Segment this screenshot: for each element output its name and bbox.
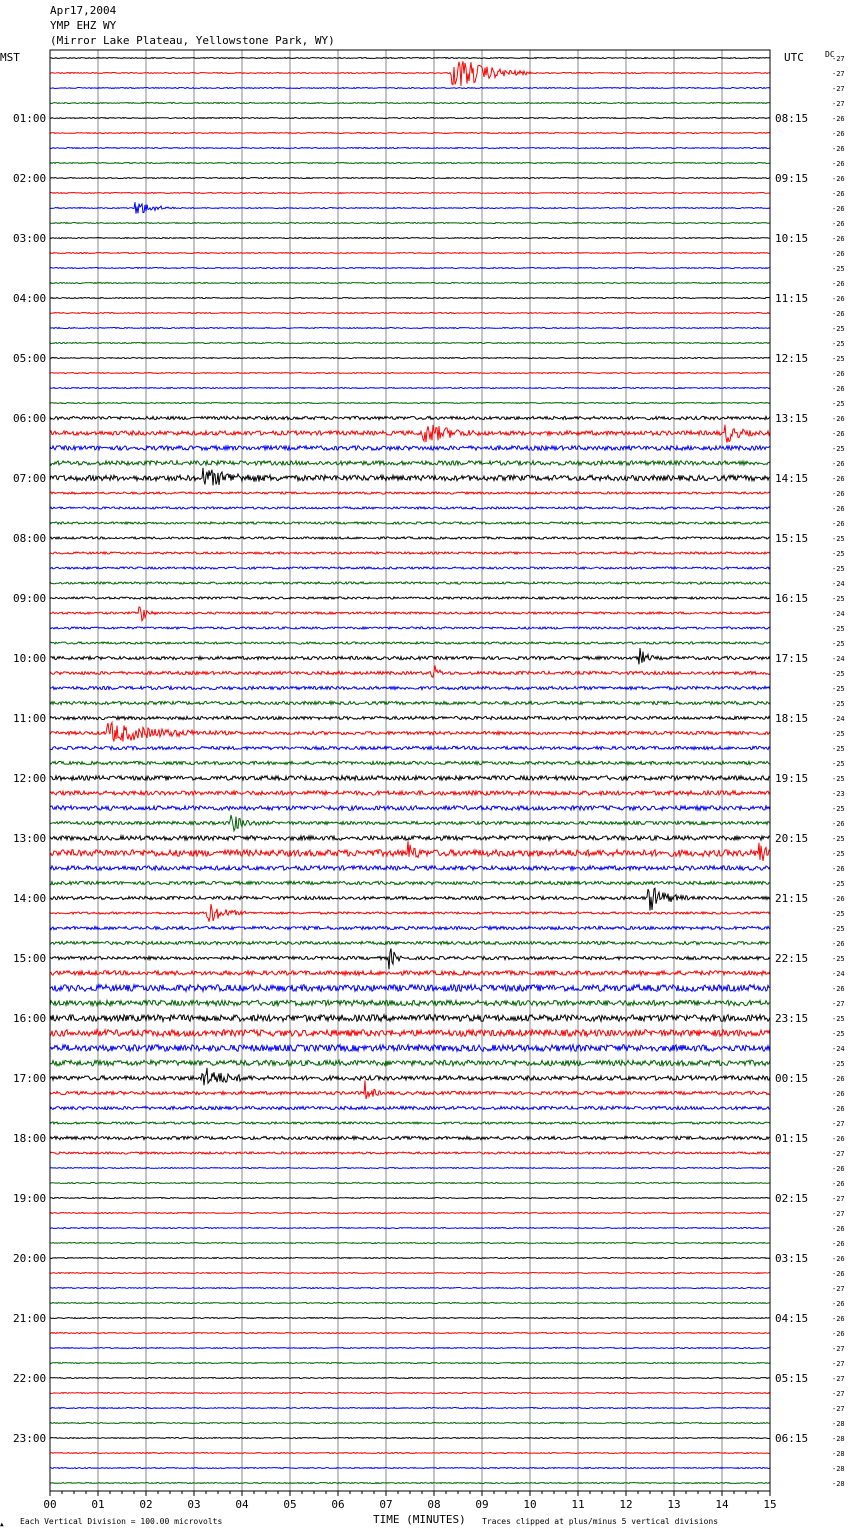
dc-offset-label: -26 — [832, 1075, 845, 1083]
mst-hour-label: 07:00 — [13, 472, 47, 485]
trace-line-1 — [50, 61, 770, 86]
dc-offset-label: -27 — [832, 1375, 845, 1383]
x-tick-label: 14 — [715, 1498, 729, 1511]
trace-line-12 — [50, 238, 770, 239]
dc-offset-label: -26 — [832, 115, 845, 123]
dc-offset-label: -26 — [832, 1240, 845, 1248]
dc-offset-label: -26 — [832, 1165, 845, 1173]
dc-offset-label: -26 — [832, 865, 845, 873]
x-tick-label: 01 — [91, 1498, 105, 1511]
trace-line-94 — [50, 1468, 770, 1469]
mst-hour-label: 01:00 — [13, 112, 47, 125]
trace-line-78 — [50, 1228, 770, 1229]
dc-offset-label: -27 — [832, 70, 845, 78]
mst-hour-label: 11:00 — [13, 712, 47, 725]
x-axis-title: TIME (MINUTES) — [373, 1513, 466, 1526]
mst-hour-label: 13:00 — [13, 832, 47, 845]
utc-hour-label: 10:15 — [775, 232, 809, 245]
dc-offset-label: -25 — [832, 850, 845, 858]
utc-hour-label: 01:15 — [775, 1132, 809, 1145]
trace-line-77 — [50, 1213, 770, 1214]
dc-offset-label: -25 — [832, 325, 845, 333]
dc-offset-label: -25 — [832, 835, 845, 843]
mst-hour-label: 10:00 — [13, 652, 47, 665]
plot-frame — [50, 50, 770, 1491]
trace-line-87 — [50, 1363, 770, 1364]
trace-line-58 — [50, 926, 770, 929]
dc-offset-label: -26 — [832, 520, 845, 528]
trace-line-15 — [50, 283, 770, 284]
dc-offset-label: -27 — [832, 85, 845, 93]
trace-line-3 — [50, 103, 770, 104]
x-tick-label: 09 — [475, 1498, 489, 1511]
dc-offset-label: -26 — [832, 370, 845, 378]
mst-hour-label: 16:00 — [13, 1012, 47, 1025]
trace-line-50 — [50, 806, 770, 810]
x-tick-label: 02 — [139, 1498, 153, 1511]
trace-line-23 — [50, 403, 770, 404]
trace-line-30 — [50, 507, 770, 509]
utc-hour-label: 22:15 — [775, 952, 809, 965]
trace-line-20 — [50, 358, 770, 359]
dc-offset-label: -26 — [832, 1090, 845, 1098]
dc-offset-label: -26 — [832, 475, 845, 483]
dc-offset-label: -27 — [832, 1000, 845, 1008]
trace-line-76 — [50, 1198, 770, 1199]
utc-hour-label: 03:15 — [775, 1252, 809, 1265]
x-tick-label: 00 — [43, 1498, 57, 1511]
trace-line-32 — [50, 537, 770, 539]
dc-offset-label: -27 — [832, 100, 845, 108]
trace-line-93 — [50, 1453, 770, 1454]
trace-line-40 — [50, 648, 770, 664]
dc-offset-label: -27 — [832, 1345, 845, 1353]
dc-offset-label: -25 — [832, 760, 845, 768]
dc-offset-label: -26 — [832, 175, 845, 183]
dc-offset-label: -26 — [832, 190, 845, 198]
trace-line-88 — [50, 1378, 770, 1379]
mst-hour-label: 04:00 — [13, 292, 47, 305]
trace-line-63 — [50, 1000, 770, 1005]
dc-offset-label: -26 — [832, 820, 845, 828]
trace-line-69 — [50, 1080, 770, 1099]
trace-line-25 — [50, 425, 770, 443]
mst-hour-label: 17:00 — [13, 1072, 47, 1085]
dc-offset-label: -25 — [832, 445, 845, 453]
mst-hour-label: 15:00 — [13, 952, 47, 965]
trace-line-35 — [50, 582, 770, 584]
mst-hour-label: 19:00 — [13, 1192, 47, 1205]
dc-offset-label: -26 — [832, 490, 845, 498]
utc-hour-label: 08:15 — [775, 112, 809, 125]
utc-hour-label: 23:15 — [775, 1012, 809, 1025]
mst-hour-label: 06:00 — [13, 412, 47, 425]
dc-offset-label: -26 — [832, 280, 845, 288]
trace-line-37 — [50, 607, 770, 621]
dc-offset-label: -26 — [832, 1300, 845, 1308]
utc-hour-label: 04:15 — [775, 1312, 809, 1325]
mst-hour-label: 03:00 — [13, 232, 47, 245]
dc-offset-label: -26 — [832, 985, 845, 993]
dc-offset-label: -25 — [832, 805, 845, 813]
trace-line-4 — [50, 118, 770, 119]
utc-hour-label: 21:15 — [775, 892, 809, 905]
trace-line-19 — [50, 343, 770, 344]
trace-line-51 — [50, 815, 770, 831]
dc-offset-label: -27 — [832, 1390, 845, 1398]
dc-offset-label: -27 — [832, 1285, 845, 1293]
utc-hour-label: 16:15 — [775, 592, 809, 605]
mst-hour-label: 18:00 — [13, 1132, 47, 1145]
trace-line-0 — [50, 58, 770, 59]
dc-offset-label: -25 — [832, 535, 845, 543]
trace-line-75 — [50, 1183, 770, 1184]
trace-line-64 — [50, 1015, 770, 1022]
trace-line-6 — [50, 148, 770, 149]
location-label: (Mirror Lake Plateau, Yellowstone Park, WY) — [50, 34, 335, 47]
trace-line-18 — [50, 328, 770, 329]
trace-line-42 — [50, 686, 770, 689]
dc-offset-label: -25 — [832, 910, 845, 918]
dc-offset-label: -27 — [832, 1405, 845, 1413]
trace-line-49 — [50, 791, 770, 795]
dc-offset-label: -25 — [832, 730, 845, 738]
dc-offset-label: -26 — [832, 1225, 845, 1233]
mst-hour-label: 09:00 — [13, 592, 47, 605]
dc-offset-label: -24 — [832, 970, 845, 978]
trace-line-59 — [50, 941, 770, 944]
x-tick-label: 08 — [427, 1498, 441, 1511]
dc-offset-label: -26 — [832, 250, 845, 258]
mst-hour-label: 08:00 — [13, 532, 47, 545]
trace-line-85 — [50, 1333, 770, 1334]
dc-offset-label: -25 — [832, 400, 845, 408]
dc-offset-label: -25 — [832, 550, 845, 558]
station-label: YMP EHZ WY — [50, 19, 117, 32]
dc-offset-label: -26 — [832, 415, 845, 423]
dc-offset-label: -25 — [832, 265, 845, 273]
trace-line-11 — [50, 223, 770, 224]
dc-offset-label: -28 — [832, 1480, 845, 1488]
trace-line-14 — [50, 268, 770, 269]
trace-line-66 — [50, 1045, 770, 1052]
trace-line-43 — [50, 701, 770, 704]
trace-line-41 — [50, 665, 770, 677]
dc-offset-label: -26 — [832, 1255, 845, 1263]
dc-offset-label: -25 — [832, 880, 845, 888]
dc-offset-label: -26 — [832, 1180, 845, 1188]
utc-hour-label: 12:15 — [775, 352, 809, 365]
utc-hour-label: 15:15 — [775, 532, 809, 545]
trace-line-90 — [50, 1408, 770, 1409]
clip-note: Traces clipped at plus/minus 5 vertical divisions — [482, 1517, 719, 1526]
dc-offset-label: -25 — [832, 640, 845, 648]
dc-offset-label: -24 — [832, 715, 845, 723]
dc-offset-label: -26 — [832, 1330, 845, 1338]
x-tick-label: 04 — [235, 1498, 249, 1511]
trace-line-82 — [50, 1288, 770, 1289]
trace-line-22 — [50, 388, 770, 389]
dc-offset-label: -26 — [832, 205, 845, 213]
dc-label: DC — [825, 50, 835, 59]
mst-hour-label: 22:00 — [13, 1372, 47, 1385]
utc-hour-label: 00:15 — [775, 1072, 809, 1085]
mst-hour-label: 02:00 — [13, 172, 47, 185]
trace-line-39 — [50, 642, 770, 644]
trace-line-61 — [50, 971, 770, 975]
dc-offset-label: -26 — [832, 505, 845, 513]
dc-offset-label: -25 — [832, 355, 845, 363]
dc-offset-label: -26 — [832, 1270, 845, 1278]
seismic-traces — [50, 58, 770, 1484]
trace-line-80 — [50, 1258, 770, 1259]
x-tick-label: 06 — [331, 1498, 345, 1511]
trace-line-10 — [50, 202, 770, 213]
trace-line-7 — [50, 163, 770, 164]
trace-line-31 — [50, 522, 770, 524]
trace-line-29 — [50, 492, 770, 494]
trace-line-2 — [50, 88, 770, 89]
trace-line-53 — [50, 841, 770, 861]
dc-offset-label: -26 — [832, 385, 845, 393]
trace-line-34 — [50, 567, 770, 569]
dc-offset-label: -28 — [832, 1420, 845, 1428]
trace-line-79 — [50, 1243, 770, 1244]
x-tick-label: 10 — [523, 1498, 537, 1511]
dc-offset-label: -25 — [832, 700, 845, 708]
trace-line-95 — [50, 1483, 770, 1484]
dc-offset-label: -25 — [832, 670, 845, 678]
dc-offset-label: -25 — [832, 775, 845, 783]
dc-offset-label: -25 — [832, 745, 845, 753]
trace-line-48 — [50, 776, 770, 780]
dc-offset-label: -27 — [832, 1195, 845, 1203]
mst-hour-label: 20:00 — [13, 1252, 47, 1265]
dc-offset-label: -24 — [832, 655, 845, 663]
dc-offset-label: -25 — [832, 1015, 845, 1023]
utc-hour-label: 19:15 — [775, 772, 809, 785]
trace-line-36 — [50, 597, 770, 599]
dc-offset-label: -25 — [832, 685, 845, 693]
trace-line-17 — [50, 313, 770, 314]
x-tick-label: 13 — [667, 1498, 681, 1511]
dc-offset-label: -25 — [832, 1060, 845, 1068]
dc-offset-label: -25 — [832, 565, 845, 573]
dc-offset-label: -25 — [832, 925, 845, 933]
dc-offset-label: -26 — [832, 895, 845, 903]
trace-line-73 — [50, 1152, 770, 1154]
trace-line-74 — [50, 1168, 770, 1169]
trace-line-89 — [50, 1393, 770, 1394]
utc-hour-label: 11:15 — [775, 292, 809, 305]
utc-hour-label: 02:15 — [775, 1192, 809, 1205]
dc-offset-label: -27 — [832, 55, 845, 63]
utc-hour-label: 06:15 — [775, 1432, 809, 1445]
dc-offset-label: -27 — [832, 1360, 845, 1368]
scale-note: Each Vertical Division = 100.00 microvolts — [20, 1517, 223, 1526]
dc-offset-label: -28 — [832, 1450, 845, 1458]
dc-offset-label: -25 — [832, 340, 845, 348]
trace-line-13 — [50, 253, 770, 254]
trace-line-24 — [50, 416, 770, 419]
trace-line-54 — [50, 866, 770, 870]
trace-line-81 — [50, 1273, 770, 1274]
trace-line-72 — [50, 1136, 770, 1139]
utc-hour-label: 18:15 — [775, 712, 809, 725]
dc-offset-label: -26 — [832, 430, 845, 438]
utc-hour-label: 17:15 — [775, 652, 809, 665]
trace-line-57 — [50, 904, 770, 922]
dc-offset-label: -24 — [832, 580, 845, 588]
trace-line-68 — [50, 1068, 770, 1086]
dc-offset-label: -26 — [832, 460, 845, 468]
trace-line-26 — [50, 446, 770, 450]
trace-line-33 — [50, 552, 770, 554]
trace-line-8 — [50, 178, 770, 179]
trace-line-5 — [50, 133, 770, 134]
dc-offset-label: -27 — [832, 1210, 845, 1218]
dc-offset-label: -26 — [832, 310, 845, 318]
dc-offset-label: -26 — [832, 1315, 845, 1323]
trace-line-56 — [50, 888, 770, 910]
trace-line-55 — [50, 881, 770, 884]
utc-hour-label: 20:15 — [775, 832, 809, 845]
dc-offset-label: -26 — [832, 160, 845, 168]
dc-offset-label: -25 — [832, 1030, 845, 1038]
dc-offset-label: -26 — [832, 220, 845, 228]
trace-line-91 — [50, 1423, 770, 1424]
dc-offset-label: -24 — [832, 610, 845, 618]
trace-line-86 — [50, 1348, 770, 1349]
trace-line-60 — [50, 948, 770, 969]
x-tick-label: 05 — [283, 1498, 297, 1511]
dc-offset-label: -27 — [832, 1150, 845, 1158]
dc-offset-label: -26 — [832, 940, 845, 948]
trace-line-71 — [50, 1122, 770, 1124]
dc-offset-label: -26 — [832, 130, 845, 138]
dc-offset-label: -26 — [832, 295, 845, 303]
right-axis-label: UTC — [784, 51, 804, 64]
trace-line-45 — [50, 723, 770, 742]
trace-line-28 — [50, 468, 770, 486]
trace-line-38 — [50, 627, 770, 629]
dc-offset-label: -26 — [832, 1105, 845, 1113]
date-label: Apr17,2004 — [50, 4, 117, 17]
dc-offset-label: -24 — [832, 1045, 845, 1053]
trace-line-44 — [50, 716, 770, 719]
trace-line-84 — [50, 1318, 770, 1319]
dc-offset-label: -26 — [832, 235, 845, 243]
x-tick-label: 07 — [379, 1498, 393, 1511]
minute-gridlines — [98, 50, 722, 1491]
dc-offset-label: -28 — [832, 1435, 845, 1443]
trace-line-70 — [50, 1106, 770, 1109]
mst-hour-label: 12:00 — [13, 772, 47, 785]
utc-hour-label: 09:15 — [775, 172, 809, 185]
dc-offset-label: -28 — [832, 1465, 845, 1473]
trace-line-27 — [50, 461, 770, 465]
dc-offset-label: -25 — [832, 595, 845, 603]
mst-hour-label: 21:00 — [13, 1312, 47, 1325]
trace-line-16 — [50, 298, 770, 299]
dc-offset-label: -25 — [832, 625, 845, 633]
dc-offset-label: -23 — [832, 790, 845, 798]
dc-offset-label: -25 — [832, 955, 845, 963]
x-tick-label: 15 — [763, 1498, 777, 1511]
dc-offset-label: -26 — [832, 145, 845, 153]
utc-hour-label: 14:15 — [775, 472, 809, 485]
left-axis-label: MST — [0, 51, 20, 64]
trace-line-92 — [50, 1438, 770, 1439]
trace-line-52 — [50, 836, 770, 840]
mst-hour-label: 14:00 — [13, 892, 47, 905]
x-tick-label: 11 — [571, 1498, 585, 1511]
dc-offset-label: -26 — [832, 1135, 845, 1143]
trace-line-65 — [50, 1030, 770, 1037]
axes — [13, 55, 845, 1511]
x-tick-label: 03 — [187, 1498, 201, 1511]
mst-hour-label: 23:00 — [13, 1432, 47, 1445]
trace-line-83 — [50, 1303, 770, 1304]
trace-line-9 — [50, 193, 770, 194]
trace-line-62 — [50, 985, 770, 992]
trace-line-46 — [50, 746, 770, 749]
trace-line-47 — [50, 761, 770, 764]
x-tick-label: 12 — [619, 1498, 633, 1511]
logo-mark: ▲ — [0, 1521, 4, 1528]
mst-hour-label: 05:00 — [13, 352, 47, 365]
utc-hour-label: 13:15 — [775, 412, 809, 425]
trace-line-21 — [50, 373, 770, 374]
trace-line-67 — [50, 1060, 770, 1065]
dc-offset-label: -27 — [832, 1120, 845, 1128]
utc-hour-label: 05:15 — [775, 1372, 809, 1385]
